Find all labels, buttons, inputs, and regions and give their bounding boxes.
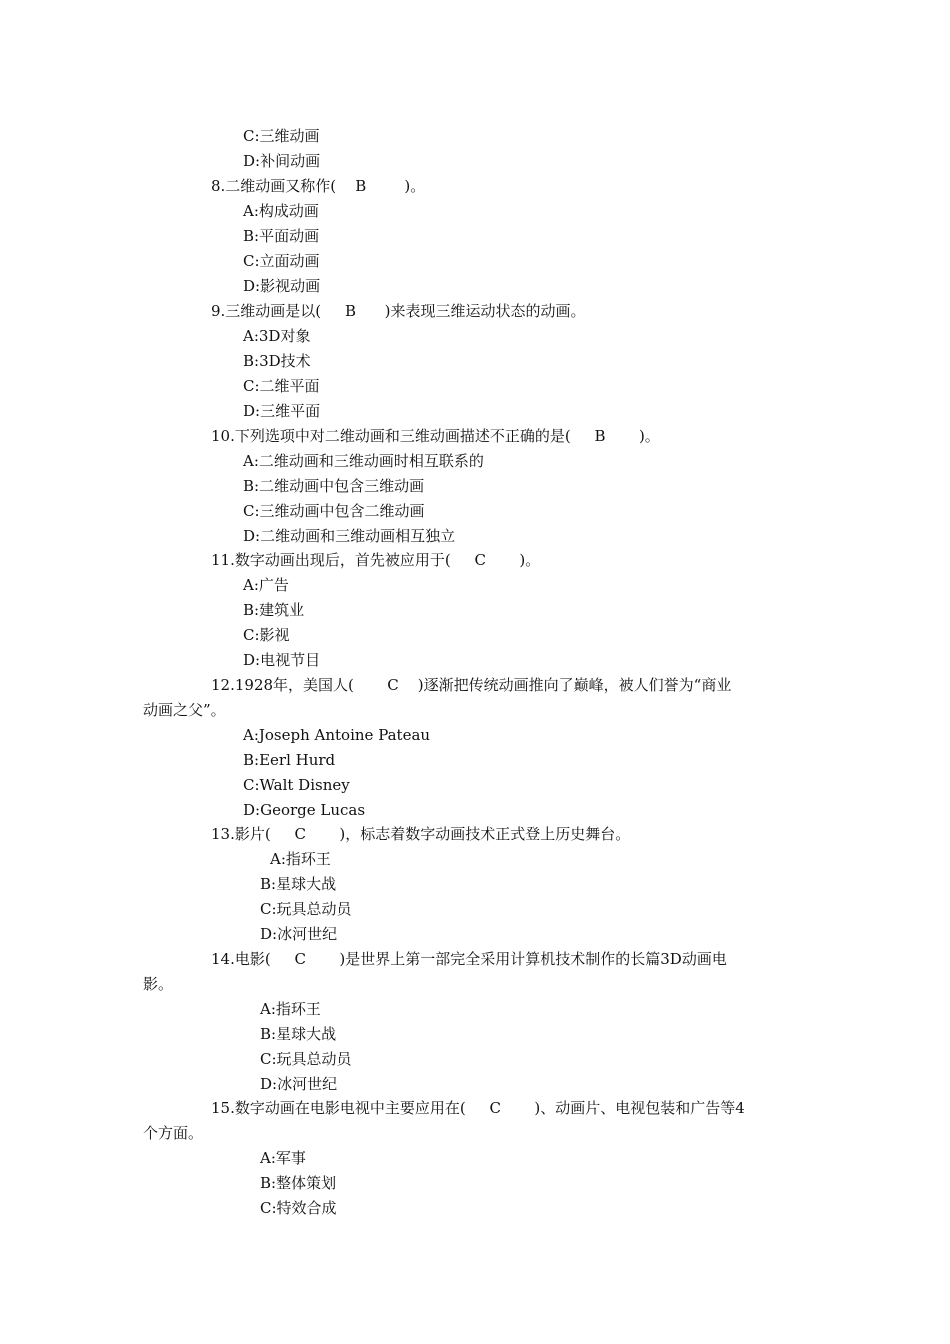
option-a-q13: A:指环王	[270, 850, 331, 868]
question-13: 13.影片( C )，标志着数字动画技术正式登上历史舞台。	[211, 825, 631, 843]
option-b-q13: B:星球大战	[260, 875, 337, 893]
option-c-q8: C:立面动画	[243, 252, 320, 270]
option-c-q10: C:三维动画中包含二维动画	[243, 502, 425, 520]
question-12: 12.1928年，美国人( C )逐渐把传统动画推向了巅峰，被人们誉为“商业	[211, 676, 732, 694]
question-15: 15.数字动画在电影电视中主要应用在( C )、动画片、电视包装和广告等4	[211, 1099, 745, 1117]
option-d-q9: D:三维平面	[243, 402, 321, 420]
option-c-q13: C:玩具总动员	[260, 900, 352, 918]
question-12-continued: 动画之父”。	[143, 701, 226, 719]
option-d-q8: D:影视动画	[243, 277, 321, 295]
option-b-q8: B:平面动画	[243, 227, 320, 245]
option-c-q9: C:二维平面	[243, 377, 320, 395]
option-b-q10: B:二维动画中包含三维动画	[243, 477, 425, 495]
question-14-continued: 影。	[143, 975, 174, 993]
option-b-q11: B:建筑业	[243, 601, 305, 619]
question-8: 8.二维动画又称作( B )。	[211, 177, 426, 195]
option-d-q11: D:电视节目	[243, 651, 321, 669]
option-b-q9: B:3D技术	[243, 352, 311, 370]
option-d-q7: D:补间动画	[243, 152, 321, 170]
option-d-q13: D:冰河世纪	[260, 925, 338, 943]
option-d-q10: D:二维动画和三维动画相互独立	[243, 527, 456, 545]
question-10: 10.下列选项中对二维动画和三维动画描述不正确的是( B )。	[211, 427, 660, 445]
option-b-q14: B:星球大战	[260, 1025, 337, 1043]
option-d-q14: D:冰河世纪	[260, 1075, 338, 1093]
option-a-q10: A:二维动画和三维动画时相互联系的	[243, 452, 484, 470]
option-a-q8: A:构成动画	[243, 202, 319, 220]
option-c-q15: C:特效合成	[260, 1199, 337, 1217]
question-14: 14.电影( C )是世界上第一部完全采用计算机技术制作的长篇3D动画电	[211, 950, 727, 968]
option-c-q12: C:Walt Disney	[243, 776, 350, 794]
option-a-q12: A:Joseph Antoine Pateau	[243, 726, 431, 744]
option-c-q7: C:三维动画	[243, 127, 320, 145]
option-c-q11: C:影视	[243, 626, 290, 644]
option-b-q15: B:整体策划	[260, 1174, 337, 1192]
option-c-q14: C:玩具总动员	[260, 1050, 352, 1068]
option-a-q9: A:3D对象	[243, 327, 311, 345]
question-11: 11.数字动画出现后，首先被应用于( C )。	[211, 551, 541, 569]
question-9: 9.三维动画是以( B )来表现三维运动状态的动画。	[211, 302, 586, 320]
option-a-q11: A:广告	[243, 576, 289, 594]
option-b-q12: B:Eerl Hurd	[243, 751, 336, 769]
question-15-continued: 个方面。	[143, 1124, 204, 1142]
option-a-q14: A:指环王	[260, 1000, 321, 1018]
option-d-q12: D:George Lucas	[243, 801, 366, 819]
option-a-q15: A:军事	[260, 1149, 306, 1167]
